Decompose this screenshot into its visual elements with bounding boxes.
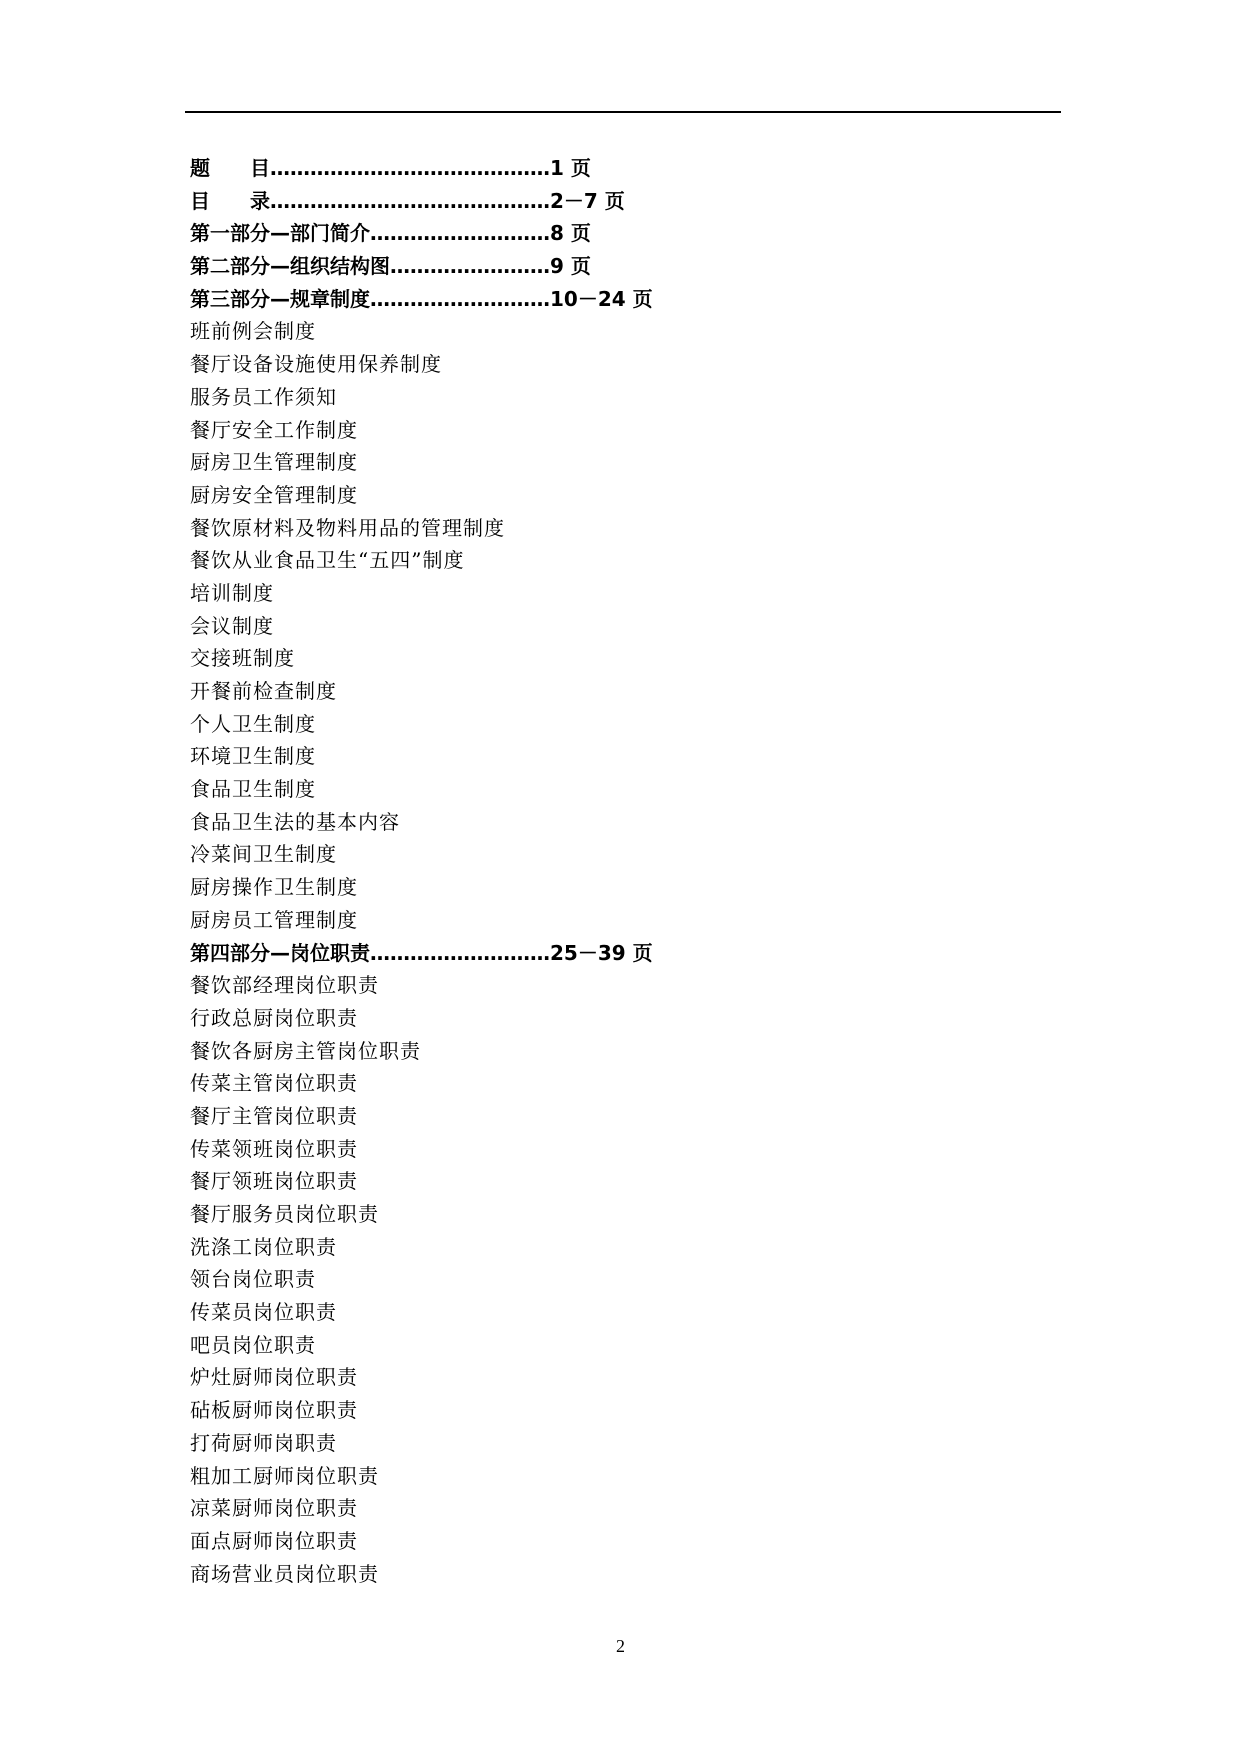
toc-entry: 吧员岗位职责 [190, 1332, 316, 1357]
toc-entry: 打荷厨师岗职责 [190, 1430, 337, 1455]
toc-entry: 班前例会制度 [190, 319, 316, 344]
toc-entry: 领台岗位职责 [190, 1267, 316, 1292]
toc-entry: 开餐前检查制度 [190, 679, 337, 703]
toc-heading: 第三部分—规章制度………………………10－24 页 [190, 286, 653, 311]
toc-entry: 环境卫生制度 [190, 744, 316, 769]
toc-entry: 餐饮部经理岗位职责 [190, 973, 379, 998]
toc-entry: 厨房员工管理制度 [190, 907, 358, 932]
toc-heading: 第二部分—组织结构图……………………9 页 [190, 254, 591, 279]
toc-entry: 冷菜间卫生制度 [190, 842, 337, 867]
toc-entry: 砧板厨师岗位职责 [190, 1398, 358, 1423]
toc-entry: 餐厅设备设施使用保养制度 [190, 352, 442, 377]
toc-entry: 餐饮原材料及物料用品的管理制度 [190, 515, 505, 540]
toc-entry: 服务员工作须知 [190, 384, 337, 409]
toc-entry: 洗涤工岗位职责 [190, 1234, 337, 1259]
toc-entry: 餐厅主管岗位职责 [190, 1103, 358, 1128]
toc-entry: 餐饮各厨房主管岗位职责 [190, 1038, 421, 1063]
header-rule [185, 111, 1061, 113]
toc-entry: 会议制度 [190, 613, 274, 638]
toc-entry: 餐厅安全工作制度 [190, 417, 358, 442]
toc-entry: 厨房卫生管理制度 [190, 450, 358, 475]
toc-entry: 凉菜厨师岗位职责 [190, 1496, 358, 1521]
page-number: 2 [616, 1636, 625, 1656]
toc-entry: 餐厅服务员岗位职责 [190, 1202, 379, 1226]
toc-heading: 第一部分—部门简介………………………8 页 [190, 221, 591, 246]
toc-entry: 餐厅领班岗位职责 [190, 1169, 358, 1194]
toc-entry: 行政总厨岗位职责 [190, 1005, 358, 1030]
toc-heading: 题 目……………………………………1 页 [190, 156, 591, 180]
table-of-contents [190, 152, 1050, 1590]
toc-entry: 厨房安全管理制度 [190, 482, 358, 507]
toc-heading: 第四部分—岗位职责………………………25－39 页 [190, 940, 653, 965]
toc-entry: 炉灶厨师岗位职责 [190, 1365, 358, 1390]
toc-entry: 个人卫生制度 [190, 711, 316, 736]
toc-entry: 食品卫生制度 [190, 777, 316, 802]
toc-entry: 粗加工厨师岗位职责 [190, 1463, 379, 1488]
toc-entry: 培训制度 [190, 580, 274, 605]
toc-entry: 传菜领班岗位职责 [190, 1136, 358, 1161]
toc-entry: 厨房操作卫生制度 [190, 875, 358, 900]
toc-entry: 商场营业员岗位职责 [190, 1561, 379, 1586]
toc-entry: 传菜员岗位职责 [190, 1300, 337, 1325]
toc-entry: 餐饮从业食品卫生“五四”制度 [190, 548, 465, 573]
toc-entry: 面点厨师岗位职责 [190, 1528, 358, 1553]
toc-heading: 目 录……………………………………2－7 页 [190, 188, 625, 213]
toc-entry: 交接班制度 [190, 646, 295, 671]
toc-entry: 食品卫生法的基本内容 [190, 809, 400, 834]
toc-entry: 传菜主管岗位职责 [190, 1071, 358, 1096]
